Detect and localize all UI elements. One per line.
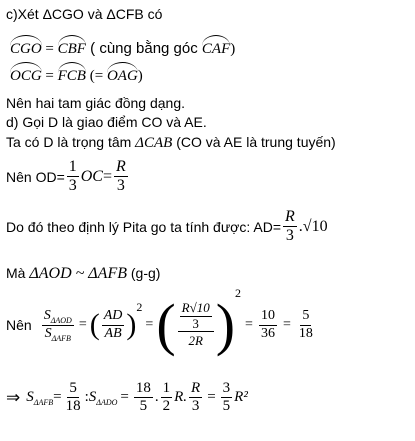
triangle-cab: ΔCAB bbox=[135, 135, 173, 151]
ten-over-36: $\frac{10}{36}$ bbox=[260, 308, 275, 341]
frac-r-3: $\frac{R}{3}$ bbox=[191, 380, 201, 415]
fraction-r-third-ad: $\frac{R}{3}$ bbox=[285, 208, 295, 245]
eq-sign: = bbox=[102, 167, 113, 185]
area-ratio-line bbox=[6, 286, 317, 364]
part-c-conclusion: Nên hai tam giác đồng dạng. bbox=[6, 95, 186, 111]
part-c-intro: c)Xét ΔCGO và ΔCFB có bbox=[6, 6, 163, 22]
mid-text: (= bbox=[85, 68, 107, 84]
fraction-one-third: $\frac{1}{3}$ bbox=[68, 158, 77, 195]
s-ado: S bbox=[88, 388, 97, 405]
r-squared: R² bbox=[234, 389, 248, 406]
colon: : bbox=[84, 389, 89, 406]
od-equation bbox=[6, 158, 130, 196]
eq-sign-2: = bbox=[120, 389, 129, 406]
eq-sign: = bbox=[78, 317, 87, 332]
angle-equality-2 bbox=[10, 68, 143, 85]
eq-sign-4: = bbox=[282, 317, 291, 332]
angle-cgo: CGO bbox=[10, 41, 42, 57]
eq-sign-3: = bbox=[245, 317, 253, 332]
eq-sign: = bbox=[41, 41, 58, 57]
frac-1-2: $\frac{1}{2}$ bbox=[162, 380, 171, 415]
angle-equality-1 bbox=[10, 40, 235, 58]
final-area-line: ⇒ $S_{\Delta AFB}$ = $\frac{5}{18}$ : $S_{\Delta ADO}$ = $\frac{18}{5}$ . $\frac{1}{2}$ R. $\frac{R}{3}$ = $\frac{3}{5}$ R² bbox=[6, 380, 248, 415]
frac-3-5: $\frac{3}{5}$ bbox=[222, 380, 231, 415]
centroid-text: Ta có D là trọng tâm bbox=[6, 134, 136, 150]
median-note: (CO và AE là trung tuyến) bbox=[172, 134, 336, 150]
eq-sign-3: = bbox=[207, 389, 216, 406]
pythagoras-line bbox=[6, 208, 328, 246]
frac-18-5: $\frac{18}{5}$ bbox=[135, 380, 151, 415]
part-d-intro: d) Gọi D là giao điểm CO và AE. bbox=[6, 114, 207, 130]
s-afb: S bbox=[26, 388, 34, 405]
ratio-label: Nên bbox=[6, 317, 32, 333]
angle-cbf: CBF bbox=[57, 41, 86, 57]
sim-reason: (g-g) bbox=[126, 265, 161, 281]
oc-term: OC bbox=[80, 167, 103, 185]
angle-oag: OAG bbox=[106, 68, 138, 84]
eq-sign: = bbox=[53, 389, 62, 406]
r-dot: R. bbox=[174, 389, 188, 406]
pythagoras-text: Do đó theo định lý Pita go ta tính được: AD= bbox=[6, 218, 281, 235]
frac-5-18: $\frac{5}{18}$ bbox=[65, 380, 81, 415]
eq-sign-2: = bbox=[145, 317, 154, 332]
close-paren: ) bbox=[230, 41, 236, 57]
sqrt-ten: .√10 bbox=[298, 217, 328, 235]
right-big-paren: ) bbox=[215, 292, 236, 357]
left-paren: ( bbox=[89, 308, 100, 341]
eq-sign: = bbox=[41, 68, 58, 84]
sim-prefix: Mà bbox=[6, 265, 30, 281]
od-label: Nên OD= bbox=[6, 168, 65, 185]
nested-fraction: $\frac{\frac{R√10}{3}}{2R}$ bbox=[178, 301, 214, 350]
exponent-2: 2 bbox=[235, 286, 242, 300]
exponent: 2 bbox=[136, 300, 143, 314]
left-big-paren: ( bbox=[156, 292, 176, 357]
angle-caf: CAF bbox=[201, 41, 231, 57]
note-text: ( cùng bằng góc bbox=[85, 40, 202, 57]
right-paren: ) bbox=[126, 308, 137, 341]
angle-fcb: FCB bbox=[57, 68, 86, 84]
fraction-r-third: $\frac{R}{3}$ bbox=[116, 158, 126, 195]
similar-triangles: ΔAOD ~ ΔAFB bbox=[29, 265, 127, 282]
five-over-18: $\frac{5}{18}$ bbox=[298, 308, 313, 341]
angle-ocg: OCG bbox=[10, 68, 42, 84]
ad-over-ab: $\frac{AD}{AB}$ bbox=[103, 308, 123, 341]
area-ratio: $\frac{S_{\Delta AOD}}{S_{\Delta AFB}}$ bbox=[43, 307, 72, 343]
close-paren: ) bbox=[137, 68, 143, 84]
part-d-centroid bbox=[6, 134, 336, 152]
similarity-line bbox=[6, 265, 160, 283]
implies-arrow: ⇒ bbox=[6, 387, 21, 407]
